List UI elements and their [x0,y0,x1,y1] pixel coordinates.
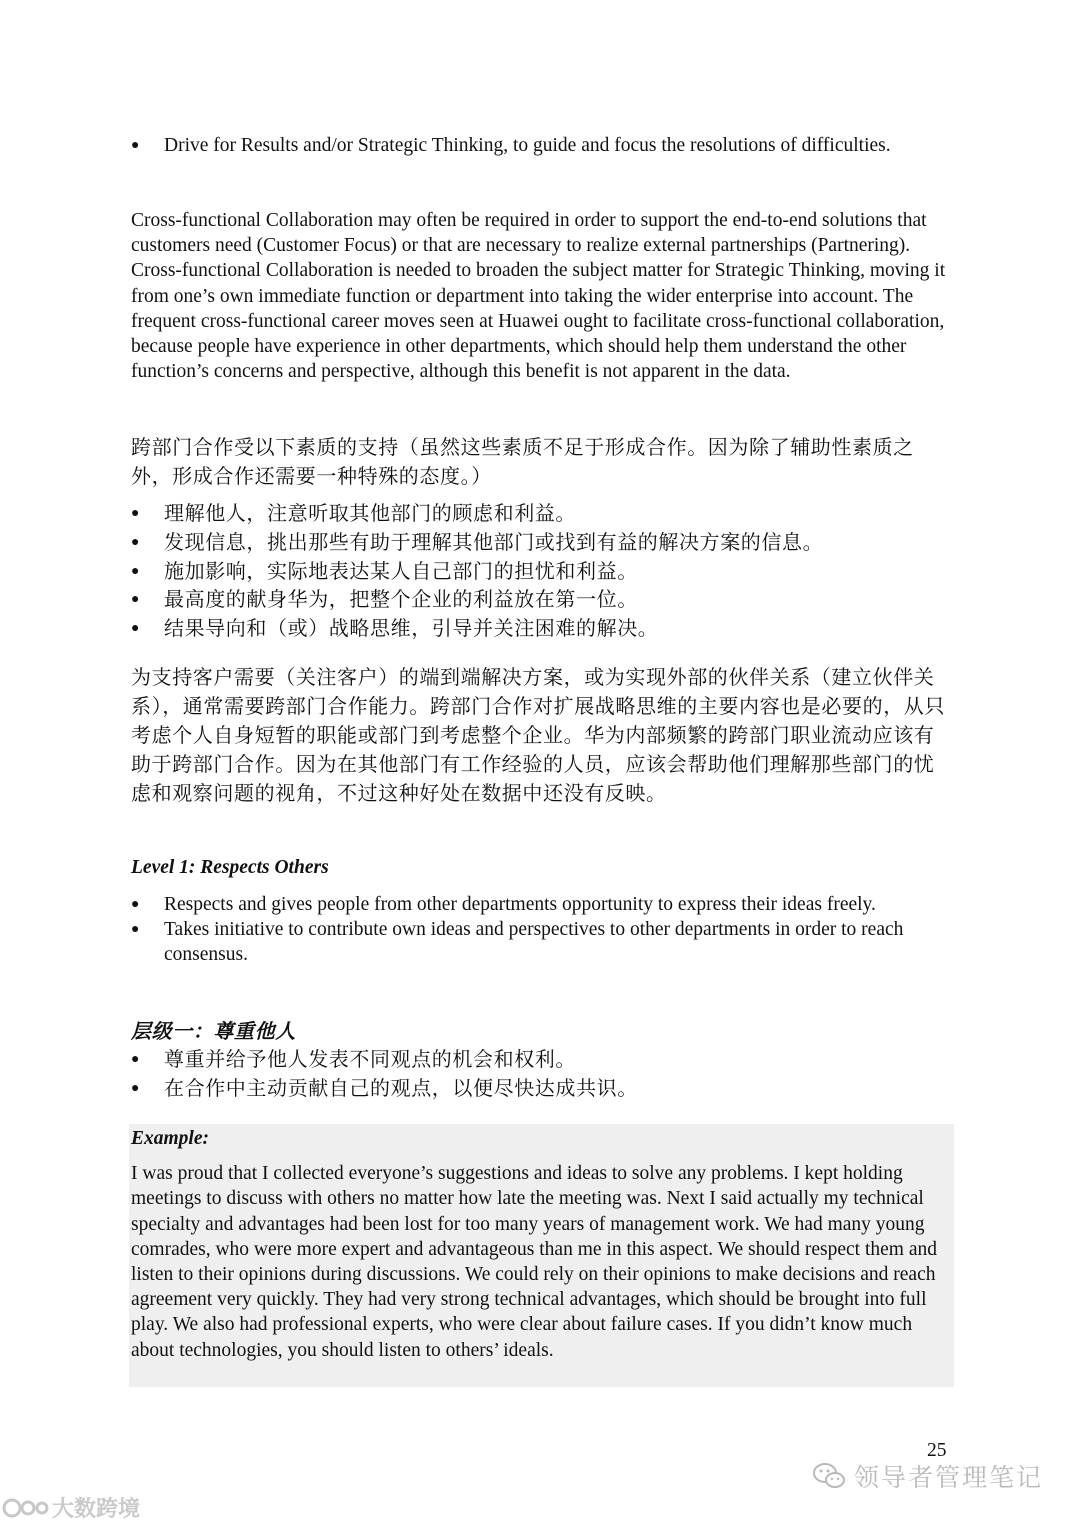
watermark-right-text: 领导者管理笔记 [854,1463,1044,1492]
level1-zh-bullet-list [131,1046,946,1104]
bullet-icon: ● [131,897,140,912]
bullet-icon: ● [131,922,140,938]
paragraph-zh-2: 为支持客户需要（关注客户）的端到端解决方案，或为实现外部的伙伴关系（建立伙伴关系），通常需要跨部门合作能力。跨部门合作对扩展战略思维的主要内容也是必要的，从只考虑个人自身短暂的职能或部门到考虑整个企业。华为内部频繁的跨部门职业流动应该有助于跨部门合作。因为在其他部门有工作经验的人员，应该会帮助他们理解那些部门的忧虑和观察问题的视角，不过这种好处在数据中还没有反映。 [131,667,945,805]
example-title: Example: [131,1128,209,1149]
list-item: ● 理解他人，注意听取其他部门的顾虑和利益。 [131,500,946,529]
list-item: ● Takes initiative to contribute own ideas and perspectives to other departments in order to reach consensus. [131,919,904,966]
list-item: ● Respects and gives people from other departments opportunity to express their ideas freely. [131,892,946,917]
level1-bullet-list [131,892,946,968]
list-item: ● 尊重并给予他人发表不同观点的机会和权利。 [131,1046,946,1075]
example-box [129,1124,954,1387]
bullet-icon: ● [131,592,141,608]
example-text: I was proud that I collected everyone’s suggestions and ideas to solve any problems. I kept holding meetings to discuss with others no matter how late the meeting was. Next I said actually my technical specialty and advantages had been lost for too many years of management work. We had many young comrades, who were more expert and advantageous than me in this aspect. We should respect them and listen to their opinions during discussions. We could rely on their opinions to make decisions and reach agreement very quickly. They had very strong technical advantages, which should be brought into full play. We also had professional experts, who were clear about failure cases. If you didn’t know much about technologies, you should listen to others’ ideals. [131,1163,937,1361]
list-item: ● 发现信息，挑出那些有助于理解其他部门或找到有益的解决方案的信息。 [131,529,946,558]
list-item: ● 在合作中主动贡献自己的观点，以便尽快达成共识。 [131,1075,946,1104]
bullet-icon: ● [131,138,140,153]
list-item: ● 最高度的献身华为，把整个企业的利益放在第一位。 [131,586,946,615]
level1-title-zh: 层级一：尊重他人 [131,1021,296,1043]
list-item: ● 施加影响，实际地表达某人自己部门的担忧和利益。 [131,558,946,587]
bullet-icon: ● [131,563,141,579]
bullet-icon: ● [131,506,141,521]
watermark-left [2,1492,140,1523]
intro-bullet-text: Drive for Results and/or Strategic Thinking, to guide and focus the resolutions of difficulties. [164,135,891,156]
paragraph-en-1: Cross-functional Collaboration may often be required in order to support the end-to-end solutions that customers need (Customer Focus) or that are necessary to realize external partnerships (Partnering). Cross-functional Collaboration is needed to broaden the subject matter for Strategic Thinking, moving it from one’s own immediate function or department into taking the wider enterprise into account. The frequent cross-functional career moves seen at Huawei ought to facilitate cross-functional collaboration, because people have experience in other departments, which should help them understand the other function’s concerns and perspective, although this benefit is not apparent in the data. [131,210,946,383]
level1-title: Level 1: Respects Others [131,857,329,878]
bullet-icon: ● [131,534,141,550]
bullet-icon: ● [131,1052,141,1067]
wechat-icon [812,1461,846,1491]
zh-bullet-list [131,500,946,644]
page-number: 25 [927,1440,947,1461]
watermark-left-text: 大数跨境 [52,1497,141,1522]
watermark-right [812,1458,1043,1494]
logo-icon [2,1495,50,1521]
paragraph-zh-1: 跨部门合作受以下素质的支持（虽然这些素质不足于形成合作。因为除了辅助性素质之外，形成合作还需要一种特殊的态度。） [131,437,914,488]
bullet-icon: ● [131,1080,141,1096]
intro-bullet [131,133,924,158]
list-item: ● 结果导向和（或）战略思维，引导并关注困难的解决。 [131,615,946,644]
bullet-icon: ● [131,621,141,637]
